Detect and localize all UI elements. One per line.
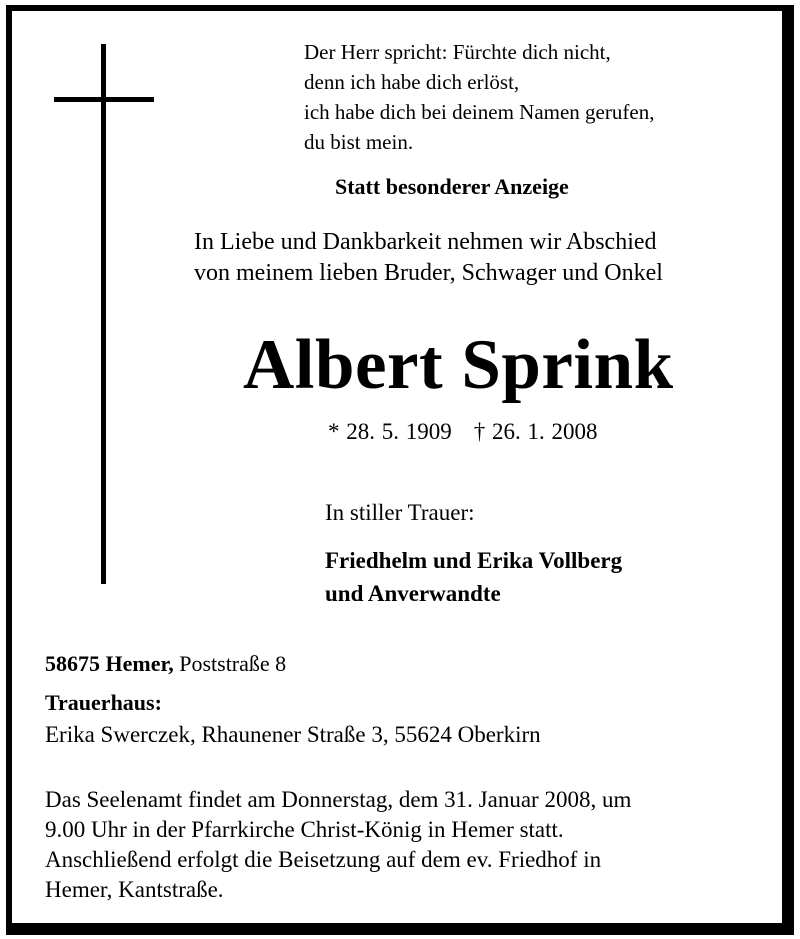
- verse-line: Der Herr spricht: Fürchte dich nicht,: [304, 40, 611, 64]
- family-address: [45, 651, 286, 677]
- farewell-text: [194, 227, 663, 289]
- verse-line: denn ich habe dich erlöst,: [304, 70, 520, 94]
- service-info: [45, 785, 631, 905]
- cross-icon-crossbar: [54, 97, 154, 102]
- service-line: Hemer, Kantstraße.: [45, 877, 224, 902]
- address-street: Poststraße 8: [179, 651, 287, 676]
- death-date: † 26. 1. 2008: [473, 419, 598, 444]
- service-line: 9.00 Uhr in der Pfarrkirche Christ-König in Hemer statt.: [45, 817, 564, 842]
- farewell-line: In Liebe und Dankbarkeit nehmen wir Abschied: [194, 229, 657, 255]
- service-line: Anschließend erfolgt die Beisetzung auf dem ev. Friedhof in: [45, 847, 602, 872]
- birth-date: * 28. 5. 1909: [328, 419, 452, 444]
- verse-line: ich habe dich bei deinem Namen gerufen,: [304, 100, 655, 124]
- verse-line: du bist mein.: [304, 130, 414, 154]
- address-city: 58675 Hemer,: [45, 651, 174, 676]
- cross-icon: [101, 44, 106, 584]
- bible-verse: [304, 37, 654, 157]
- trauerhaus-label: Trauerhaus:: [45, 690, 162, 715]
- trauerhaus-address: Erika Swerczek, Rhaunener Straße 3, 55624 Oberkirn: [45, 722, 541, 747]
- life-dates: [328, 419, 598, 445]
- mourner-line: und Anverwandte: [325, 581, 501, 606]
- farewell-line: von meinem lieben Bruder, Schwager und Onkel: [194, 260, 663, 286]
- mourner-line: Friedhelm und Erika Vollberg: [325, 548, 623, 573]
- deceased-name: Albert Sprink: [243, 326, 674, 404]
- service-line: Das Seelenamt findet am Donnerstag, dem 31. Januar 2008, um: [45, 787, 632, 812]
- mourning-label: In stiller Trauer:: [325, 500, 475, 525]
- mourners-list: [325, 544, 622, 610]
- notice-heading: Statt besonderer Anzeige: [335, 174, 569, 199]
